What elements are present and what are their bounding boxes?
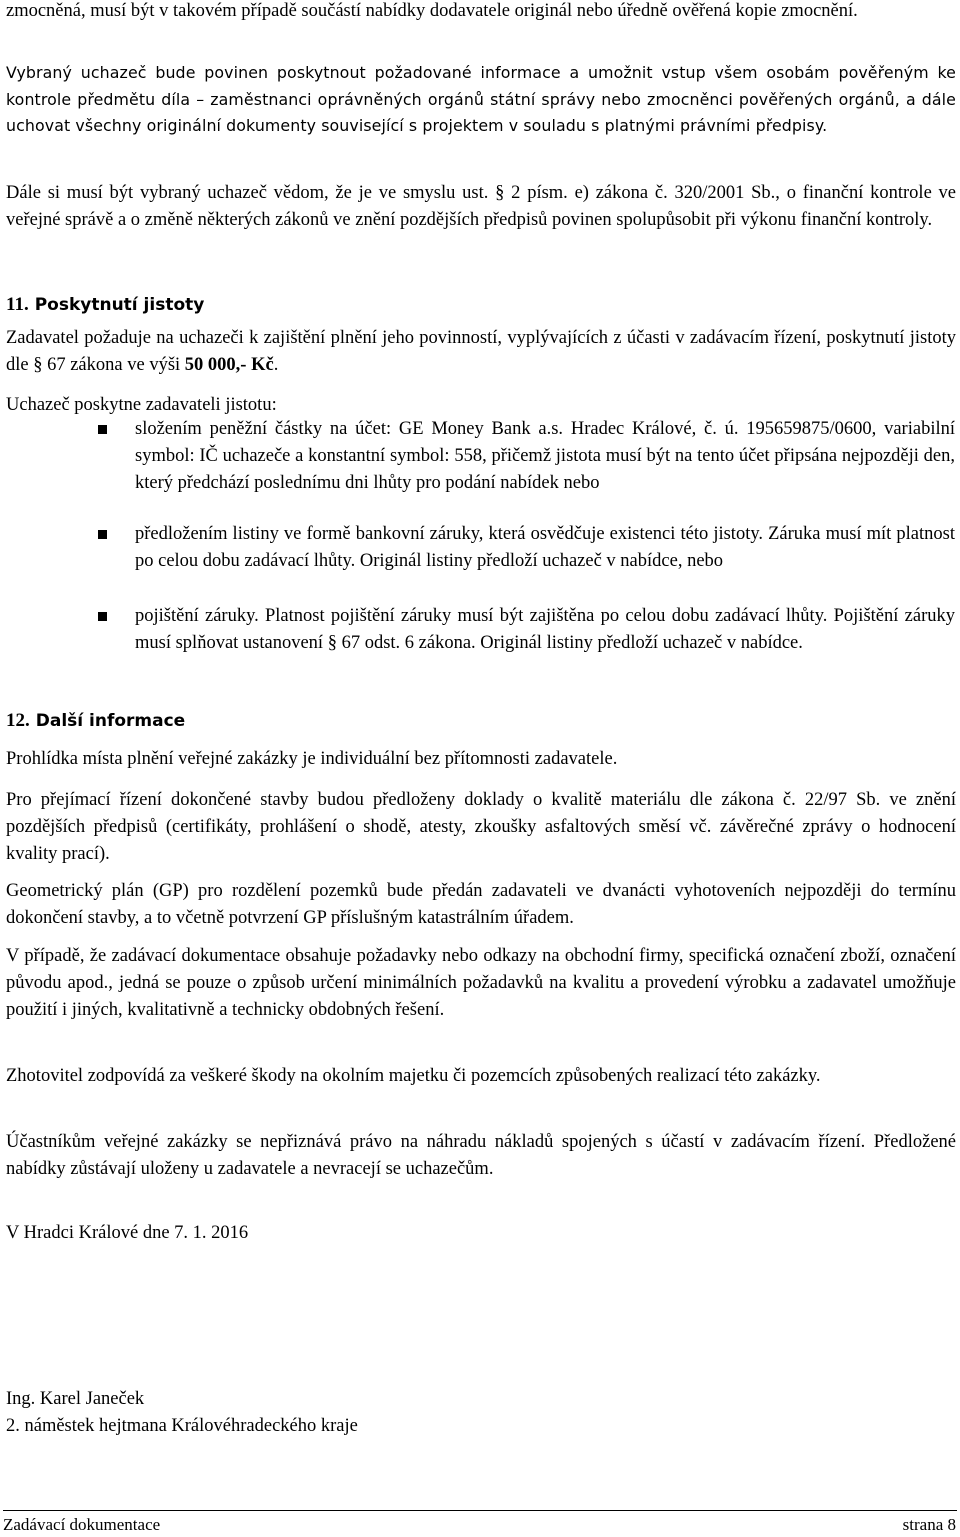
section-12-paragraph-4: V případě, že zadávací dokumentace obsahuje požadavky nebo odkazy na obchodní firmy, specifická označení zboží, označení původu apod., jedná se pouze o způsob určení minimálních požadavků na kvalitu a provedení výrobku a zadavatel umožňuje použití i jiných, kvalitativně a technicky obdobných řešení.	[6, 946, 956, 1020]
section-11-title: Poskytnutí jistoty	[34, 295, 205, 315]
intro-paragraph-0: zmocněná, musí být v takovém případě součástí nabídky dodavatele originál nebo úředně ověřená kopie zmocnění.	[6, 1, 858, 21]
intro-paragraph-2-start: Dále si musí být vybraný uchazeč vědom, že je ve smyslu ust. § 2 písm. e) zákona č. 320/2001 Sb.,	[6, 183, 780, 203]
square-bullet-icon	[98, 612, 107, 621]
list-item	[135, 521, 955, 575]
list-item	[135, 416, 955, 497]
intro-paragraph-2-rest: o finanční kontrole ve veřejné správě a o změně některých zákonů ve znění pozdějších předpisů povinen spolupůsobit při výkonu finanční kontroly.	[6, 183, 957, 230]
signer-name: Ing. Karel Janeček	[6, 1389, 145, 1409]
section-11-text-start: Zadavatel požaduje na uchazeči k zajištění plnění jeho povinností, vyplývajících z účasti v zadávacím řízení, poskytnutí jistoty dle § 67 zákona ve výši	[6, 328, 956, 375]
list-item-text: složením peněžní částky na účet: GE Money Bank a.s. Hradec Králové, č. ú. 195659875/0600, variabilní symbol: IČ uchazeče a konstantní symbol: 558, přičemž jistota musí být na tento účet připsána nejpozději den, který předchází poslednímu dni lhůty pro podání nabídek nebo	[135, 419, 955, 493]
list-item-text: předložením listiny ve formě bankovní záruky, která osvědčuje existenci této jistoty. Záruka musí mít platnost po celou dobu zadávací lhůty. Originál listiny předloží uchazeč v nabídce, nebo	[135, 524, 955, 571]
section-12-title: Další informace	[35, 711, 186, 731]
section-11-lead: Uchazeč poskytne zadavateli jistotu:	[6, 395, 277, 415]
list-item	[135, 603, 955, 657]
square-bullet-icon	[98, 425, 107, 434]
footer-divider	[3, 1510, 957, 1511]
section-12-paragraph-3: Geometrický plán (GP) pro rozdělení pozemků bude předán zadavateli ve dvanácti vyhotoveních nejpozději do termínu dokončení stavby, a to včetně potvrzení GP příslušným katastrálním úřadem.	[6, 881, 956, 928]
intro-paragraph-1: Vybraný uchazeč bude povinen poskytnout požadované informace a umožnit vstup všem osobám pověřeným ke kontrole předmětu díla – zaměstnanci oprávněných orgánů státní správy nebo zmocněnci pověřených orgánů, a dále uchovat všechny originální dokumenty související s projektem v souladu s platnými právními předpisy.	[6, 63, 956, 135]
section-11-amount: 50 000,- Kč	[184, 355, 274, 375]
section-11-number: 11.	[6, 294, 29, 315]
section-12-heading	[6, 709, 956, 733]
list-item-text: pojištění záruky. Platnost pojištění záruky musí být zajištěna po celou dobu zadávací lhůty. Pojištění záruky musí splňovat ustanovení § 67 odst. 6 zákona. Originál listiny předloží uchazeč v nabídce.	[135, 606, 955, 653]
section-12-paragraph-2: Pro přejímací řízení dokončené stavby budou předloženy doklady o kvalitě materiálu dle zákona č. 22/97 Sb. ve znění pozdějších předpisů (certifikáty, prohlášení o shodě, atesty, zkoušky asfaltových směsí vč. závěrečné zprávy o hodnocení kvality prací).	[6, 790, 956, 864]
section-12-paragraph-5: Zhotovitel zodpovídá za veškeré škody na okolním majetku či pozemcích způsobených realizací této zakázky.	[6, 1066, 821, 1086]
section-12-paragraph-6: Účastníkům veřejné zakázky se nepřiznává právo na náhradu nákladů spojených s účastí v zadávacím řízení. Předložené nabídky zůstávají uloženy u zadavatele a nevracejí se uchazečům.	[6, 1132, 956, 1179]
footer-document-title: Zadávací dokumentace	[3, 1515, 161, 1534]
section-11-text-end: .	[273, 355, 279, 375]
section-11-heading	[6, 293, 956, 317]
square-bullet-icon	[98, 530, 107, 539]
section-12-number: 12.	[6, 710, 30, 731]
place-and-date: V Hradci Králové dne 7. 1. 2016	[6, 1223, 249, 1243]
section-11-paragraph	[6, 325, 956, 379]
signer-role: 2. náměstek hejtmana Královéhradeckého kraje	[6, 1416, 358, 1436]
intro-paragraph-2	[6, 180, 956, 234]
section-12-paragraph-1: Prohlídka místa plnění veřejné zakázky je individuální bez přítomnosti zadavatele.	[6, 749, 618, 769]
footer-page-number: strana 8	[902, 1515, 956, 1534]
